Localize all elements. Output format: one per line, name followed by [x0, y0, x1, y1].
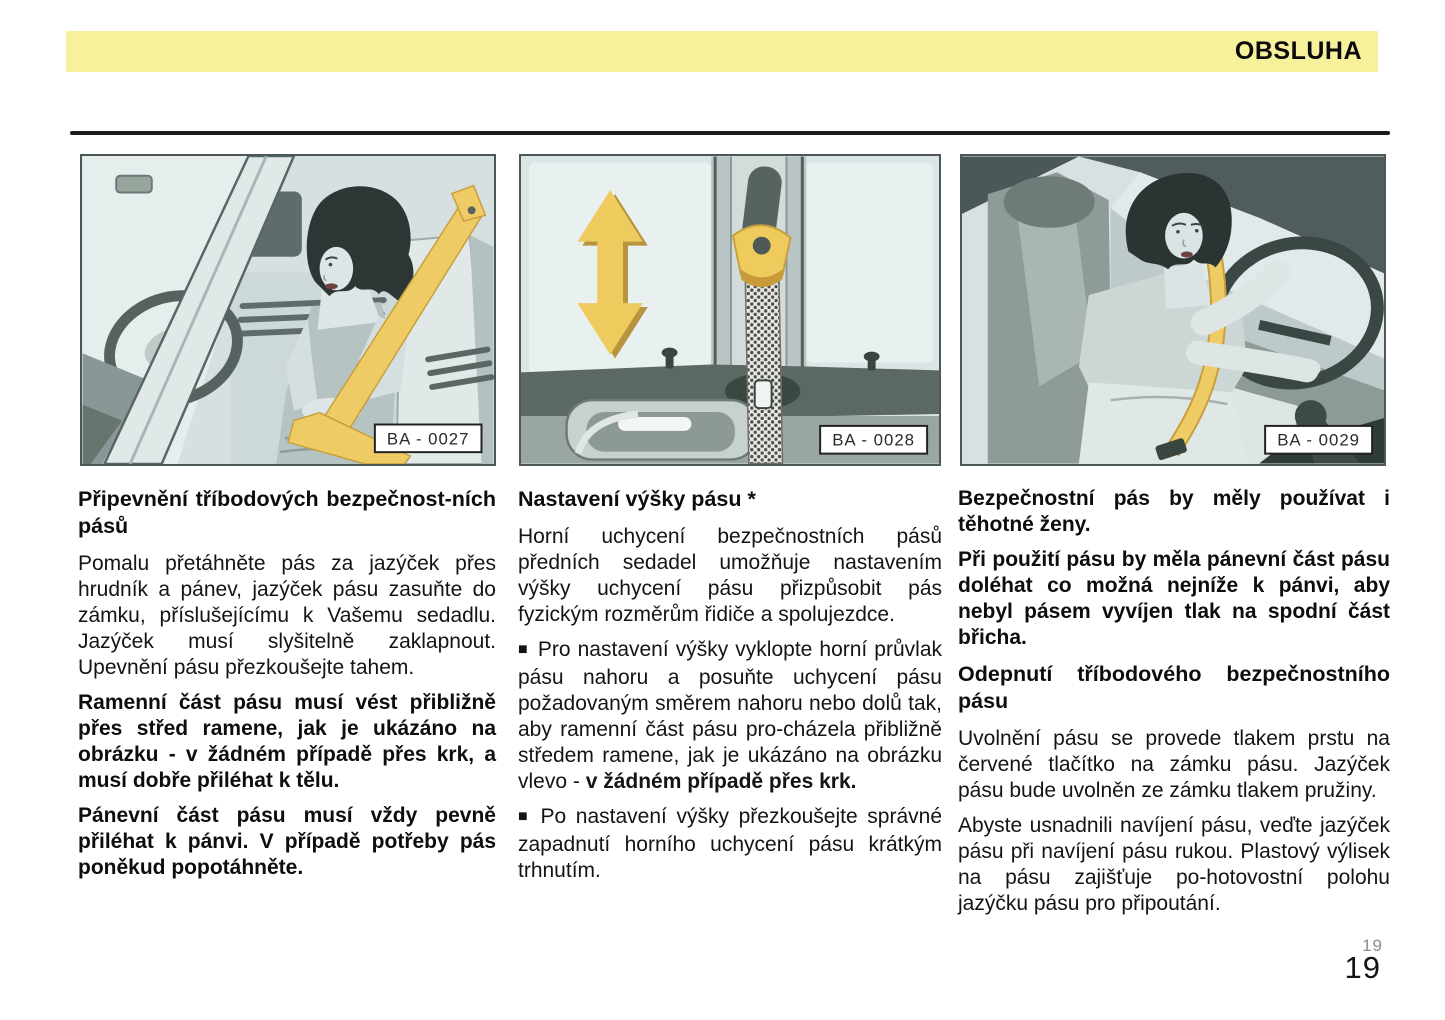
paragraph-bulleted: [518, 637, 942, 795]
paragraph: Abyste usnadnili navíjení pásu, veďte jazýček pásu při navíjení pásu rukou. Plastový výlisek na pásu zajišťuje po-hotovostní polohu jazýčku pásu pro připoutání.: [958, 814, 1390, 915]
figure-belt-fastening: [80, 154, 496, 466]
paragraph-bold-text: v žádném případě přes krk.: [585, 770, 857, 793]
figure-label-box: [375, 425, 482, 453]
lower-belt-clip: [755, 380, 772, 408]
column-pregnant-and-release: [958, 486, 1390, 926]
square-bullet-icon: ■: [518, 808, 532, 825]
figure-label: BA - 0029: [1277, 430, 1361, 450]
belt-height-adjuster-illustration: [521, 156, 939, 464]
pregnant-driver-illustration: [962, 156, 1384, 464]
square-bullet-icon: ■: [518, 641, 529, 658]
paragraph-text: Po nastavení výšky přezkoušejte správné zapadnutí horního uchycení pásu krátkým trhnutím.: [518, 805, 942, 882]
figure-belt-height-adjuster: [519, 154, 941, 466]
figure-label: BA - 0027: [386, 429, 470, 449]
column-height-adjustment: [518, 486, 942, 893]
paragraph: Horní uchycení bezpečnostních pásů předních sedadel umožňuje nastavením výšky uchycení pásu přizpůsobit pás fyzickým rozměrům řidiče a spolujezdce.: [518, 525, 942, 626]
figure-label-box: [820, 426, 927, 454]
header-band: [66, 31, 1378, 72]
height-adjuster-fitting: [733, 225, 790, 287]
page-number-ghost: 19: [1362, 936, 1383, 955]
paragraph-bulleted: [518, 804, 942, 884]
paragraph: Pomalu přetáhněte pás za jazýček přes hrudník a pánev, jazýček pásu zasuňte do zámku, příslušejícímu k Vašemu sedadlu. Jazýček musí slyšitelně zaklapnout. Upevnění pásu přezkoušejte tahem.: [78, 552, 496, 679]
page-number: [1345, 930, 1381, 986]
paragraph-bold: Pánevní část pásu musí vždy pevně přiléhat k pánvi. V případě potřeby pás poněkud popotáhněte.: [78, 804, 496, 879]
woman-hair: [307, 186, 414, 302]
column-fastening: [78, 486, 496, 890]
section-heading-fastening: Připevnění tříbodových bezpečnost-ních pásů: [78, 487, 496, 538]
right-window: [806, 162, 933, 362]
paragraph: Uvolnění pásu se provede tlakem prstu na červené tlačítko na zámku pásu. Jazýček pásu bude uvolněn ze zámku tlakem pružiny.: [958, 727, 1390, 802]
paragraph-bold: Při použití pásu by měla pánevní část pásu doléhat co možná nejníže k pánvi, aby nebyl pásem vyvíjen tlak na spodní část břicha.: [958, 548, 1390, 649]
belt-fastening-illustration: [82, 156, 494, 464]
woman-face: [1165, 213, 1203, 259]
page-number-value: 19: [1344, 950, 1381, 985]
figure-label: BA - 0028: [832, 430, 916, 450]
section-heading-height-adjustment: Nastavení výšky pásu *: [518, 487, 756, 511]
rear-view-mirror: [116, 176, 152, 193]
page-title: OBSLUHA: [1234, 37, 1362, 65]
section-heading-release: Odepnutí tříbodového bezpečnostního pásu: [958, 662, 1390, 713]
woman-face: [320, 247, 354, 290]
door-handle: [567, 400, 757, 459]
figure-label-box: [1265, 426, 1372, 454]
figure-pregnant-driver: [960, 154, 1386, 466]
paragraph-text: Pro nastavení výšky vyklopte horní průvlak pásu nahoru a posuňte uchycení pásu požadovaným směrem nahoru nebo dolů tak, aby ramenní část pásu pro-cházela přibližně středem ramene, jak je ukázáno na obrázku vlevo -: [518, 638, 942, 793]
paragraph-bold: Bezpečnostní pás by měly používat i těhotné ženy.: [958, 487, 1390, 536]
header-divider: [70, 131, 1390, 135]
paragraph-bold: Ramenní část pásu musí vést přibližně přes střed ramene, jak je ukázáno na obrázku - v žádném případě přes krk, a musí dobře přiléhat k tělu.: [78, 691, 496, 792]
